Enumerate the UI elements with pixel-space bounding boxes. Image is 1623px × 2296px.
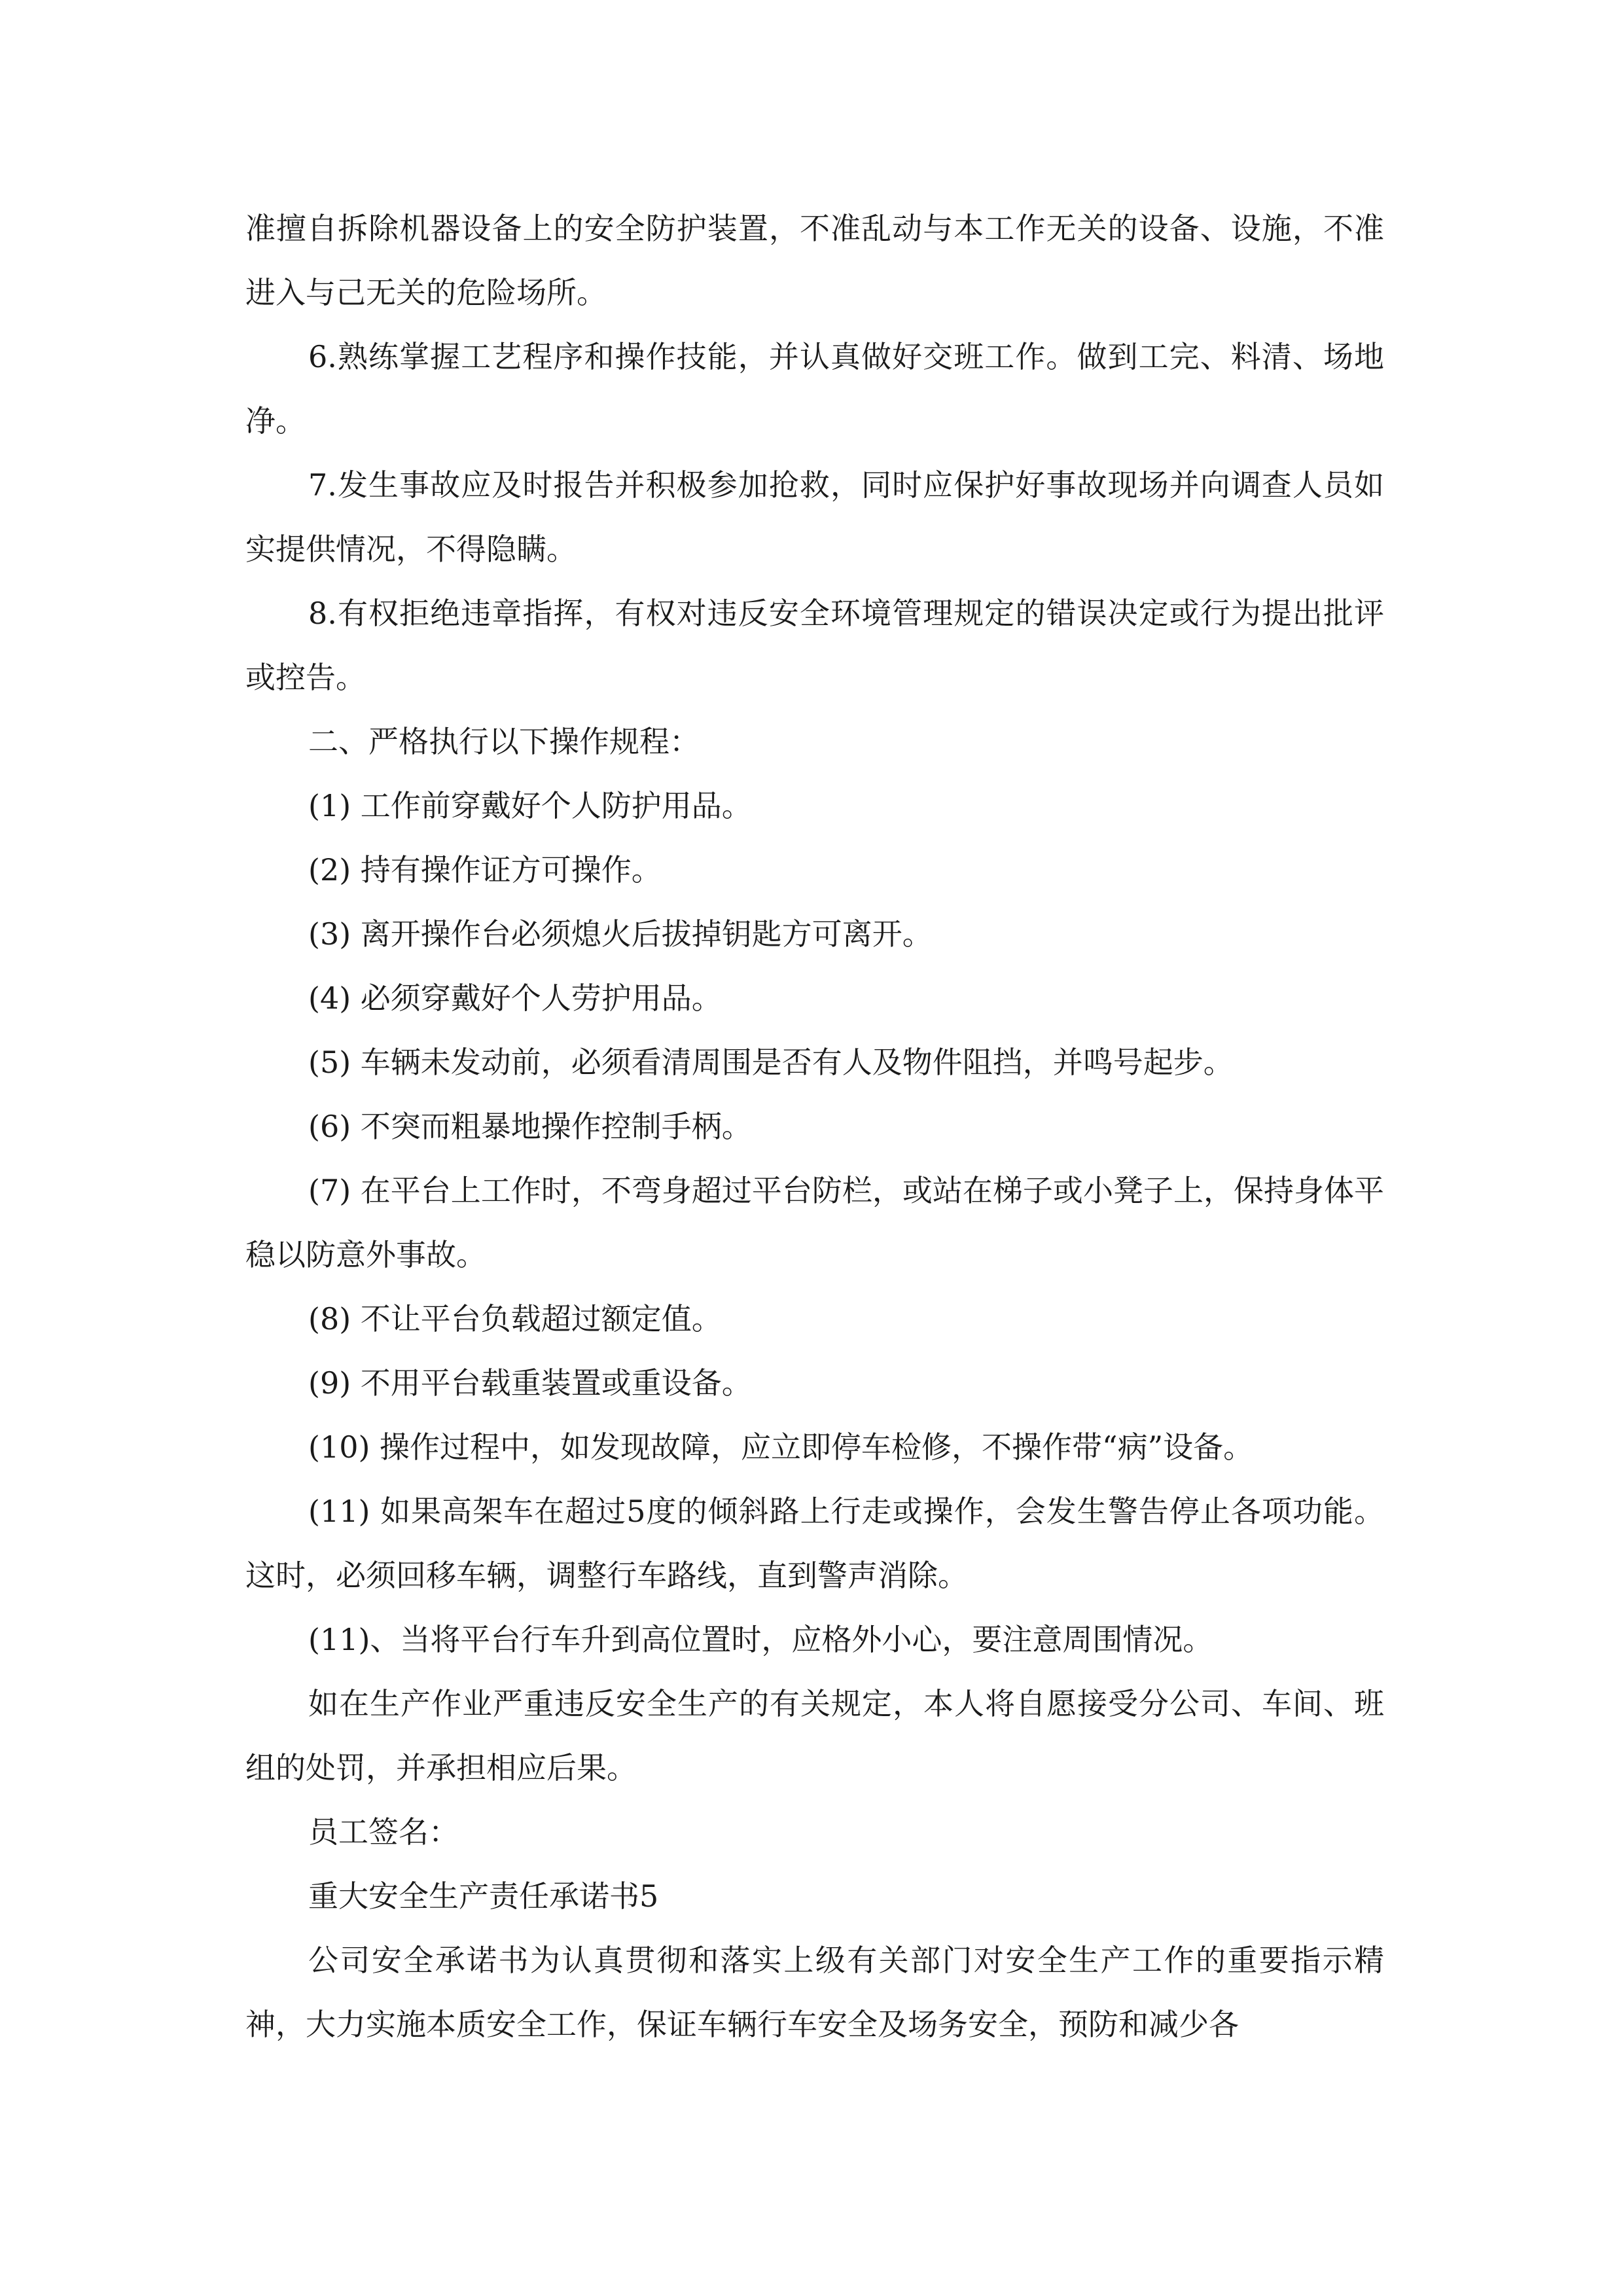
paragraph-item-7: 7.发生事故应及时报告并积极参加抢救，同时应保护好事故现场并向调查人员如实提供情况，不得隐瞒。 (245, 467, 1384, 567)
paragraph-item-8: 8.有权拒绝违章指挥，有权对违反安全环境管理规定的错误决定或行为提出批评或控告。 (245, 596, 1384, 695)
rule-item-4: (4) 必须穿戴好个人劳护用品。 (308, 980, 722, 1016)
section-heading-operating-rules: 二、严格执行以下操作规程： (308, 724, 700, 759)
rule-item-2: (2) 持有操作证方可操作。 (308, 852, 662, 888)
rule-item-1: (1) 工作前穿戴好个人防护用品。 (308, 788, 752, 823)
rule-item-10: (10) 操作过程中，如发现故障，应立即停车检修，不操作带“病”设备。 (308, 1429, 1254, 1465)
rule-item-8: (8) 不让平台负载超过额定值。 (308, 1301, 722, 1336)
document-page (245, 196, 1384, 2056)
document-title: 重大安全生产责任承诺书5 (308, 1878, 659, 1914)
rule-item-9: (9) 不用平台载重装置或重设备。 (308, 1365, 752, 1401)
paragraph-intro: 公司安全承诺书为认真贯彻和落实上级有关部门对安全生产工作的重要指示精神，大力实施本质安全工作，保证车辆行车安全及场务安全，预防和减少各 (245, 1943, 1384, 2042)
paragraph-item-6: 6.熟练掌握工艺程序和操作技能，并认真做好交班工作。做到工完、料清、场地净。 (245, 339, 1384, 439)
rule-item-6: (6) 不突而粗暴地操作控制手柄。 (308, 1109, 752, 1144)
paragraph-continuation: 准擅自拆除机器设备上的安全防护装置，不准乱动与本工作无关的设备、设施，不准进入与己无关的危险场所。 (245, 211, 1384, 310)
employee-signature-label: 员工签名： (308, 1814, 459, 1850)
rule-item-11b: (11)、当将平台行车升到高位置时，应格外小心，要注意周围情况。 (308, 1622, 1213, 1657)
consequence-statement: 如在生产作业严重违反安全生产的有关规定，本人将自愿接受分公司、车间、班组的处罚，并承担相应后果。 (245, 1686, 1384, 1785)
rule-item-11: (11) 如果高架车在超过5度的倾斜路上行走或操作，会发生警告停止各项功能。这时，必须回移车辆，调整行车路线，直到警声消除。 (245, 1494, 1384, 1593)
rule-item-7: (7) 在平台上工作时，不弯身超过平台防栏，或站在梯子或小凳子上，保持身体平稳以防意外事故。 (245, 1173, 1384, 1272)
rule-item-5: (5) 车辆未发动前，必须看清周围是否有人及物件阻挡，并鸣号起步。 (308, 1045, 1234, 1080)
rule-item-3: (3) 离开操作台必须熄火后拔掉钥匙方可离开。 (308, 916, 933, 952)
